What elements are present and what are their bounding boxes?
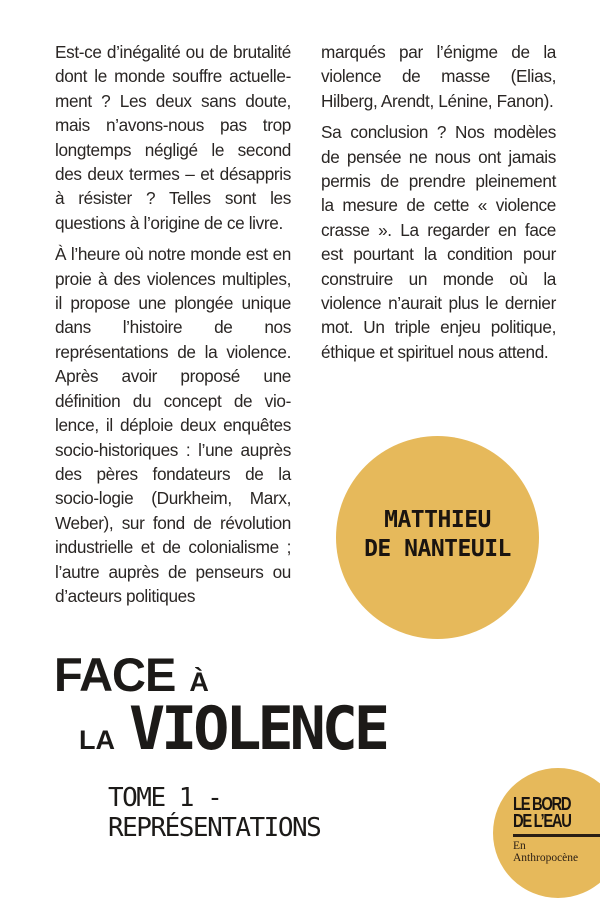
book-subtitle [108, 783, 320, 843]
author-last-name: DE NANTEUIL [364, 535, 511, 562]
author-first-name: MATTHIEU [384, 506, 491, 533]
publisher-logo [493, 768, 600, 898]
title-word-la: LA [79, 725, 115, 755]
author-badge [336, 436, 539, 639]
blurb-paragraph: Sa conclusion ? Nos modèles de pensée ne nous ont jamais permis de prendre pleinement la mesure de cette « violence crasse ». La regarder en face est pourtant la condition pour construire un monde où la violence n’aurait plus le dernier mot. Un triple enjeu politique, éthique et spirituel nous attend. [321, 122, 556, 362]
publisher-name-line-2: DE L’EAU [513, 811, 571, 831]
series-name [513, 840, 578, 864]
title-row-1 [54, 650, 386, 700]
series-line-1: En [513, 840, 526, 852]
blurb-left-column [55, 40, 291, 615]
title-row-2 [79, 694, 386, 764]
blurb-paragraph: Est-ce d’inégalité ou de brutalité dont le monde souffre actuelle-ment ? Les deux sans doute, mais n’avons-nous pas trop longtemps négligé le second des deux termes – et désappris à résister ? Telles sont les questions à l’origine de ce livre. [55, 42, 291, 233]
publisher-name [513, 796, 571, 830]
book-title [54, 648, 386, 764]
title-word-violence: VIOLENCE [129, 694, 386, 764]
title-word-face: FACE [54, 648, 176, 701]
blurb-paragraph: À l’heure où notre monde est en proie à des violences multiples, il propose une plongée unique dans l’histoire de nos représentations de la violence. Après avoir proposé une définition du concept de vio-lence, il déploie deux enquêtes socio-historiques : l’une auprès des pères fondateurs de la socio-logie (Durkheim, Marx, Weber), sur fond de révolution industrielle et de colonialisme ; l’autre auprès de penseurs ou d’acteurs politiques [55, 244, 291, 606]
subtitle-name: REPRÉSENTATIONS [108, 813, 321, 843]
subtitle-volume: TOME 1 - [108, 783, 222, 813]
series-line-2: Anthropocène [513, 852, 579, 864]
blurb-paragraph: marqués par l’énigme de la violence de masse (Elias, Hilberg, Arendt, Lénine, Fanon). [321, 42, 556, 111]
blurb-right-column [321, 40, 556, 371]
publisher-name-line-1: LE BORD [513, 794, 571, 814]
title-word-a: À [189, 667, 209, 697]
publisher-divider [513, 834, 600, 837]
